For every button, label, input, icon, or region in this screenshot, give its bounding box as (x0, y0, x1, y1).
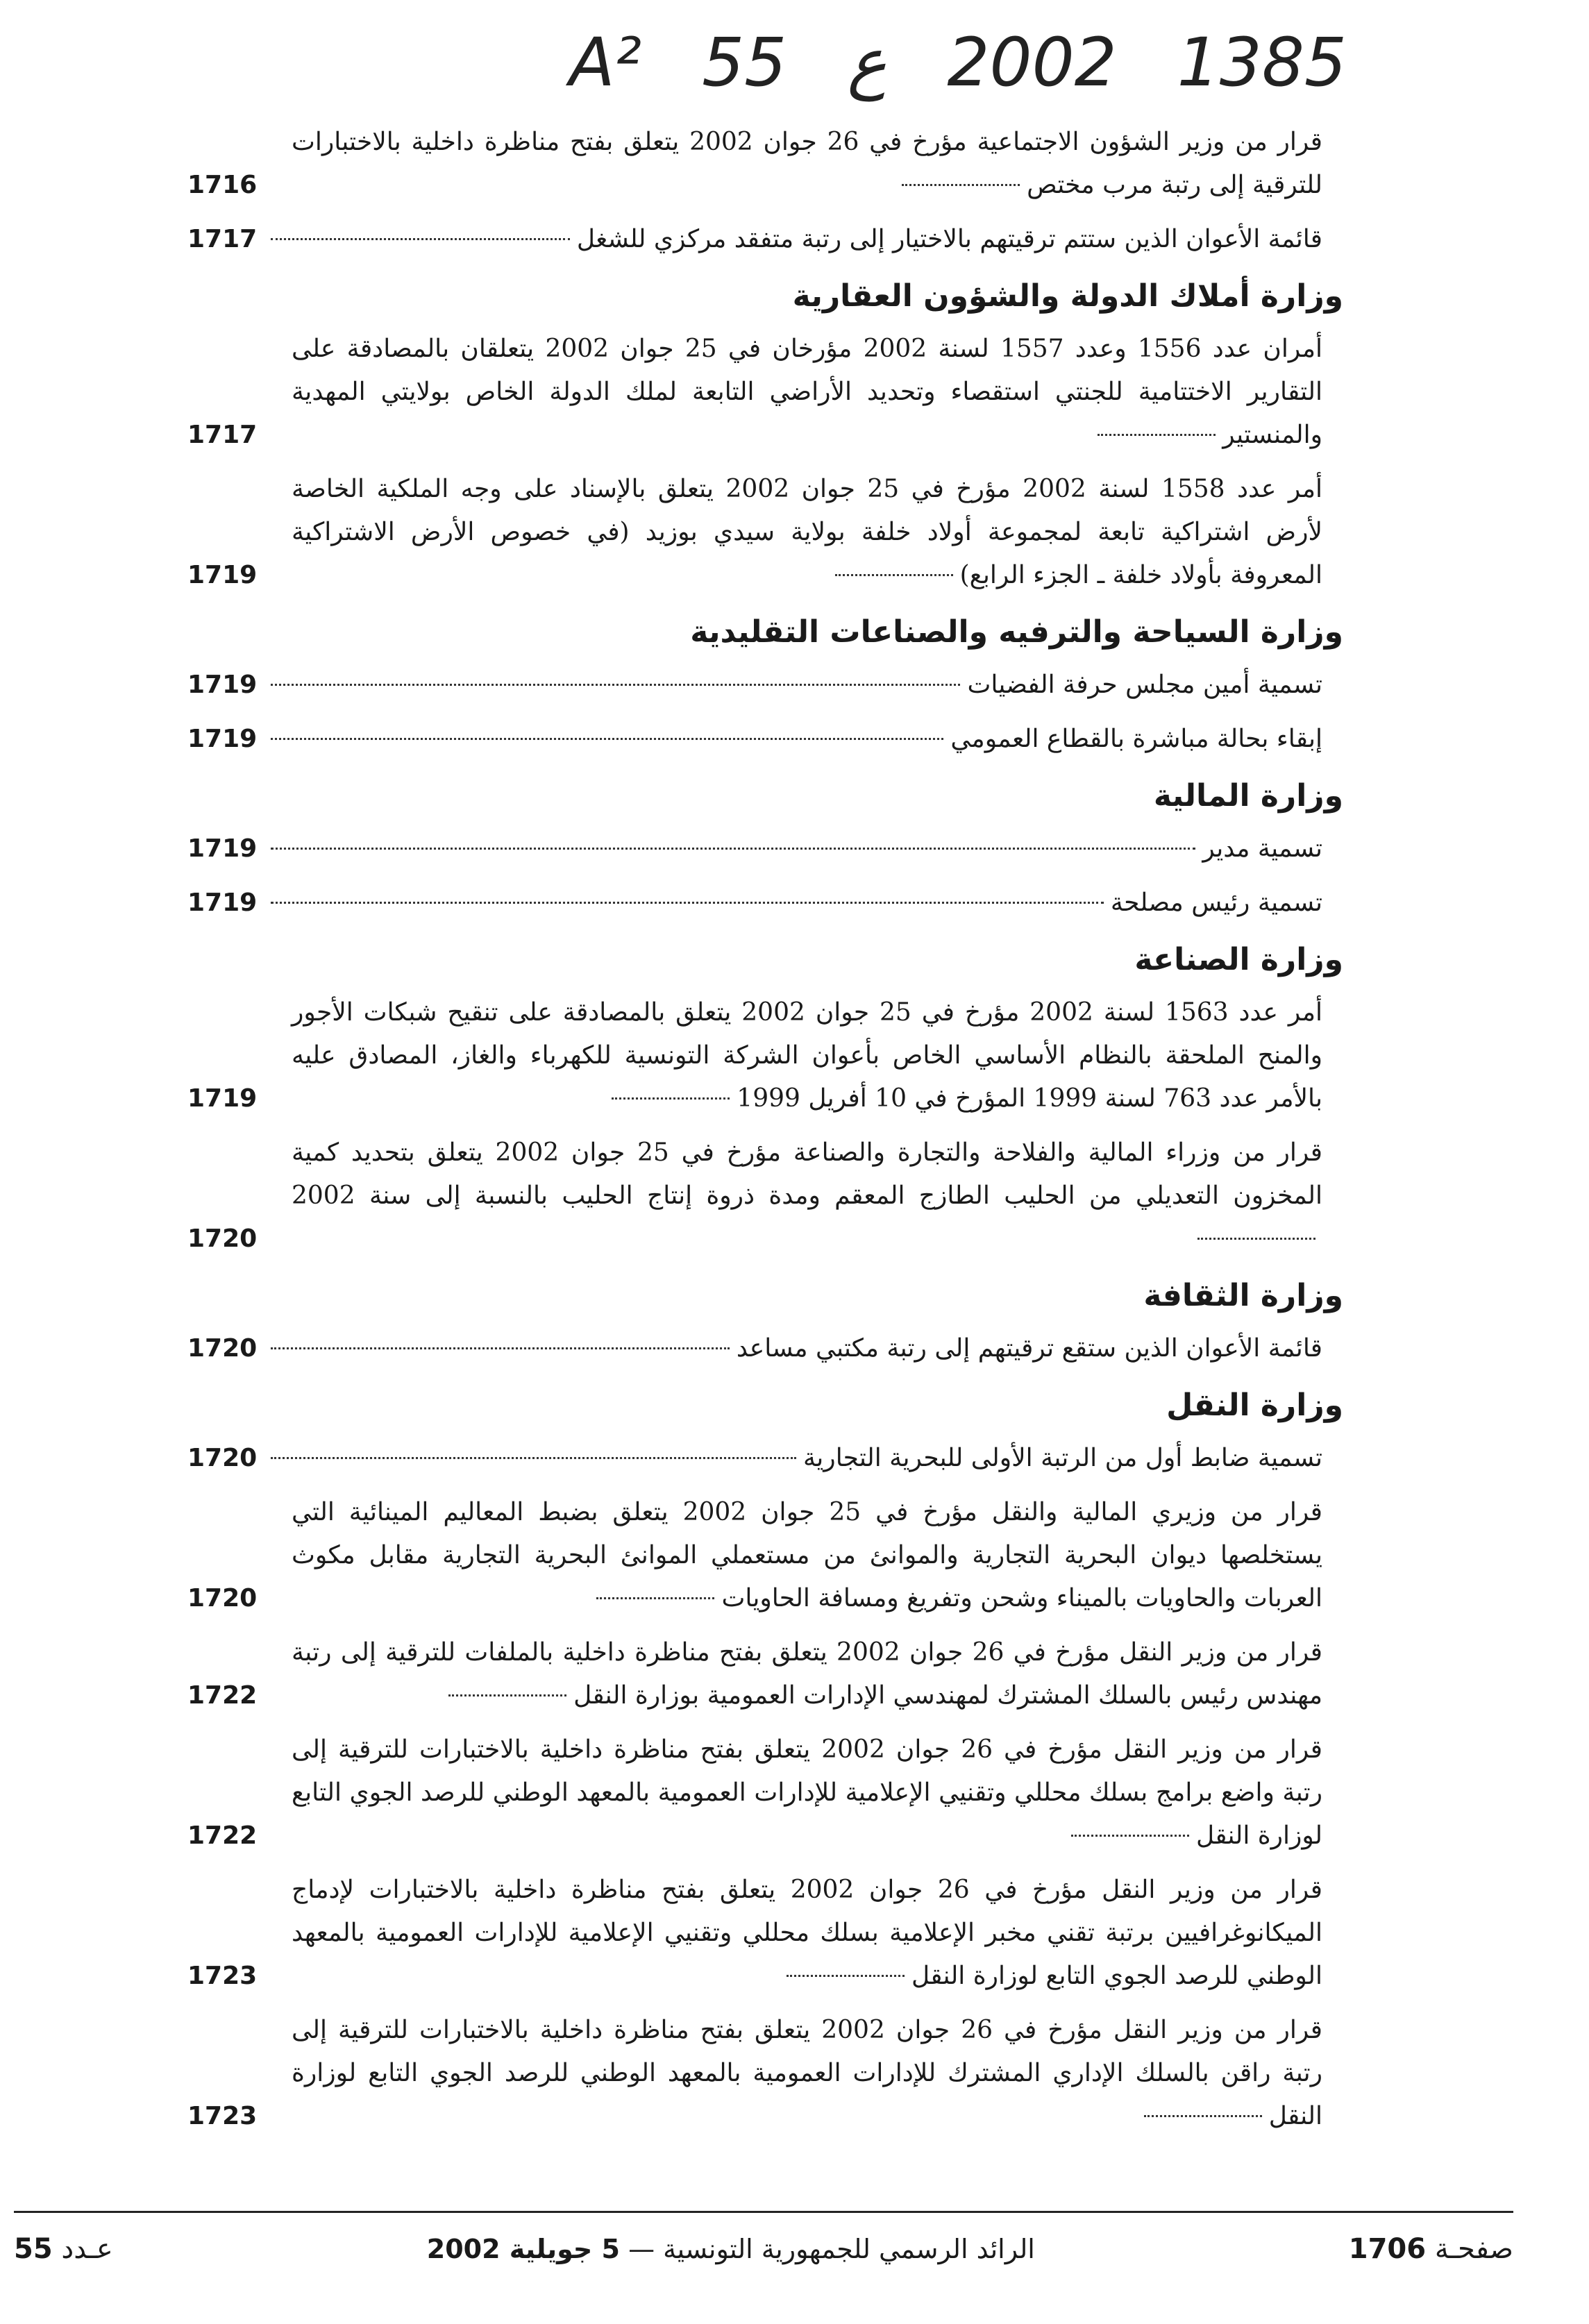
entry-page-number: 1717 (187, 225, 258, 253)
section-title: وزارة الثقافة (1143, 1278, 1343, 1313)
toc-entry (187, 121, 1343, 207)
entry-text: أمر عدد 1563 لسنة 2002 مؤرخ في 25 جوان 2002 يتعلق بالمصادقة على تنقيح شبكات الأجور والمنح الملحقة بالنظام الأساسي الخاص بأعوان الشركة التونسية للكهرباء والغاز، المصادق عليه بالأمر عدد 763 لسنة 1999 المؤرخ في 10 أفريل 1999 (292, 998, 1322, 1113)
toc-entry (187, 1869, 1343, 1998)
handwritten-code: A² (569, 24, 642, 101)
footer-page-number: 1706 (1348, 2233, 1427, 2265)
leader-dots (835, 574, 953, 576)
leader-dots (1071, 1835, 1189, 1837)
entry-text: قرار من وزير النقل مؤرخ في 26 جوان 2002 يتعلق بفتح مناظرة داخلية بالملفات للترقية إلى رتبة مهندس رئيس بالسلك المشترك لمهندسي الإدارات العمومية بوزارة النقل (292, 1638, 1322, 1710)
entry-text: تسمية مدير (1202, 834, 1322, 863)
table-of-contents (187, 118, 1343, 2152)
entry-text: قرار من وزير النقل مؤرخ في 26 جوان 2002 يتعلق بفتح مناظرة داخلية بالاختبارات لإدماج الميكانوغرافيين برتبة تقني مخبر الإعلامية بسلك محللي وتقنيي الإعلامية للإدارات العمومية بالمعهد الوطني للرصد الجوي التابع لوزارة النقل (292, 1876, 1322, 1990)
handwritten-letter: ع (847, 24, 887, 101)
toc-entry (187, 1728, 1343, 1858)
entry-text: قرار من وزير الشؤون الاجتماعية مؤرخ في 26 جوان 2002 يتعلق بفتح مناظرة داخلية بالاختبارات للترقية إلى رتبة مرب مختص (292, 128, 1322, 199)
entry-page-number: 1719 (187, 1084, 258, 1113)
entry-page-number: 1717 (187, 421, 258, 449)
handwritten-ref: 1385 (1177, 24, 1347, 101)
entry-text: قرار من وزير النقل مؤرخ في 26 جوان 2002 يتعلق بفتح مناظرة داخلية بالاختبارات للترقية إلى رتبة راقن بالسلك الإداري المشترك للإدارات العمومية بالمعهد الوطني للرصد الجوي التابع لوزارة النقل (292, 2016, 1322, 2130)
leader-dots (596, 1597, 714, 1599)
section-title: وزارة الصناعة (1134, 942, 1343, 977)
leader-dots (902, 184, 1020, 186)
entry-page-number: 1719 (187, 725, 258, 753)
entry-page-number: 1720 (187, 1334, 258, 1363)
toc-entry (187, 718, 1343, 761)
entry-page-number: 1723 (187, 2102, 258, 2130)
entry-text: قرار من وزيري المالية والنقل مؤرخ في 25 جوان 2002 يتعلق بضبط المعاليم المينائية التي يستخلصها ديوان البحرية التجارية والموانئ من مستعملي الموانئ البحرية التجارية مقابل مكوث العربات والحاويات بالميناء وشحن وتفريغ ومسافة الحاويات (292, 1498, 1322, 1613)
toc-entry (187, 1437, 1343, 1480)
entry-page-number: 1719 (187, 834, 258, 863)
toc-entry (187, 2009, 1343, 2138)
leader-dots (271, 902, 1104, 904)
footer-journal-info: الرائد الرسمي للجمهورية التونسية — 5 جويلية 2002 (426, 2234, 1035, 2264)
section-title: وزارة السياحة والترفيه والصناعات التقليدية (690, 614, 1343, 650)
leader-dots (1144, 2115, 1262, 2117)
footer-issue-label: عـدد (61, 2233, 113, 2265)
entry-page-number: 1719 (187, 889, 258, 917)
footer-issue-number: 55 (14, 2233, 53, 2265)
entry-text: أمران عدد 1556 وعدد 1557 لسنة 2002 مؤرخان في 25 جوان 2002 يتعلقان بالمصادقة على التقارير الاختتامية للجنتي استقصاء وتحديد الأراضي التابعة لملك الدولة الخاص بولايتي المهدية والمنستير (292, 335, 1322, 449)
entry-page-number: 1720 (187, 1224, 258, 1253)
footer-journal: الرائد الرسمي للجمهورية التونسية (663, 2234, 1035, 2264)
entry-text: قرار من وزراء المالية والفلاحة والتجارة والصناعة مؤرخ في 25 جوان 2002 يتعلق بتحديد كمية المخزون التعديلي من الحليب الطازج المعقم ومدة ذروة إنتاج الحليب بالنسبة إلى سنة 2002 (187, 1131, 1322, 1261)
leader-dots (787, 1975, 905, 1977)
handwritten-issue: 55 (702, 24, 787, 101)
section-title (187, 2149, 1343, 2152)
entry-page-number: 1722 (187, 1681, 258, 1710)
toc-entry (187, 827, 1343, 870)
leader-dots (271, 684, 960, 686)
leader-dots (448, 1694, 566, 1696)
entry-text: قائمة الأعوان الذين ستتم ترقيتهم بالاختيار إلى رتبة متفقد مركزي للشغل (576, 225, 1322, 253)
entry-page-number: 1722 (187, 1821, 258, 1850)
handwritten-annotation (569, 21, 1347, 104)
entry-text: قائمة الأعوان الذين ستقع ترقيتهم إلى رتبة مكتبي مساعد (736, 1334, 1322, 1363)
toc-entry (187, 328, 1343, 457)
entry-text: قرار من وزير النقل مؤرخ في 26 جوان 2002 يتعلق بفتح مناظرة داخلية بالاختبارات للترقية إلى رتبة واضع برامج بسلك محللي وتقنيي الإعلامية للإدارات العمومية بالمعهد الوطني للرصد الجوي التابع لوزارة النقل (292, 1735, 1322, 1850)
toc-entry (187, 991, 1343, 1120)
section-title: وزارة أملاك الدولة والشؤون العقارية (792, 278, 1343, 314)
toc-entry (187, 882, 1343, 925)
toc-entry (187, 468, 1343, 597)
entry-page-number: 1716 (187, 171, 258, 199)
toc-entry (187, 218, 1343, 261)
entry-page-number: 1723 (187, 1962, 258, 1990)
toc-entry (187, 1631, 1343, 1717)
leader-dots (271, 738, 943, 740)
entry-page-number: 1719 (187, 561, 258, 589)
entry-text: أمر عدد 1558 لسنة 2002 مؤرخ في 25 جوان 2002 يتعلق بالإسناد على وجه الملكية الخاصة لأرض اشتراكية تابعة لمجموعة أولاد خلفة بولاية سيدي بوزيد (في خصوص الأرض الاشتراكية المعروفة بأولاد خلفة ـ الجزء الرابع) (292, 475, 1322, 589)
page-footer (14, 2225, 1513, 2273)
entry-text: إبقاء بحالة مباشرة بالقطاع العمومي (950, 725, 1322, 753)
toc-entry (187, 1327, 1343, 1370)
footer-page (1349, 2233, 1513, 2265)
entry-text: تسمية رئيس مصلحة (1110, 889, 1322, 917)
entry-page-number: 1720 (187, 1584, 258, 1613)
footer-divider (14, 2211, 1513, 2213)
handwritten-year: 2002 (947, 24, 1117, 101)
leader-dots (271, 1347, 730, 1349)
entry-text: تسمية ضابط أول من الرتبة الأولى للبحرية التجارية (802, 1444, 1322, 1472)
section-title: وزارة النقل (1166, 1388, 1343, 1423)
toc-entry (187, 1491, 1343, 1620)
leader-dots (271, 1457, 796, 1459)
leader-dots (271, 238, 570, 240)
toc-entry (187, 664, 1343, 707)
entry-text: تسمية أمين مجلس حرفة الفضيات (967, 671, 1322, 699)
leader-dots (1098, 434, 1216, 436)
leader-dots (612, 1097, 730, 1100)
footer-page-label: صفحـة (1434, 2233, 1513, 2265)
leader-dots (271, 848, 1195, 850)
footer-date: 5 جويلية 2002 (426, 2234, 620, 2264)
entry-page-number: 1720 (187, 1444, 258, 1472)
toc-entry (187, 1131, 1343, 1261)
section-title: وزارة المالية (1153, 778, 1343, 814)
footer-issue (14, 2233, 113, 2265)
entry-page-number: 1719 (187, 671, 258, 699)
leader-dots (1197, 1238, 1315, 1240)
